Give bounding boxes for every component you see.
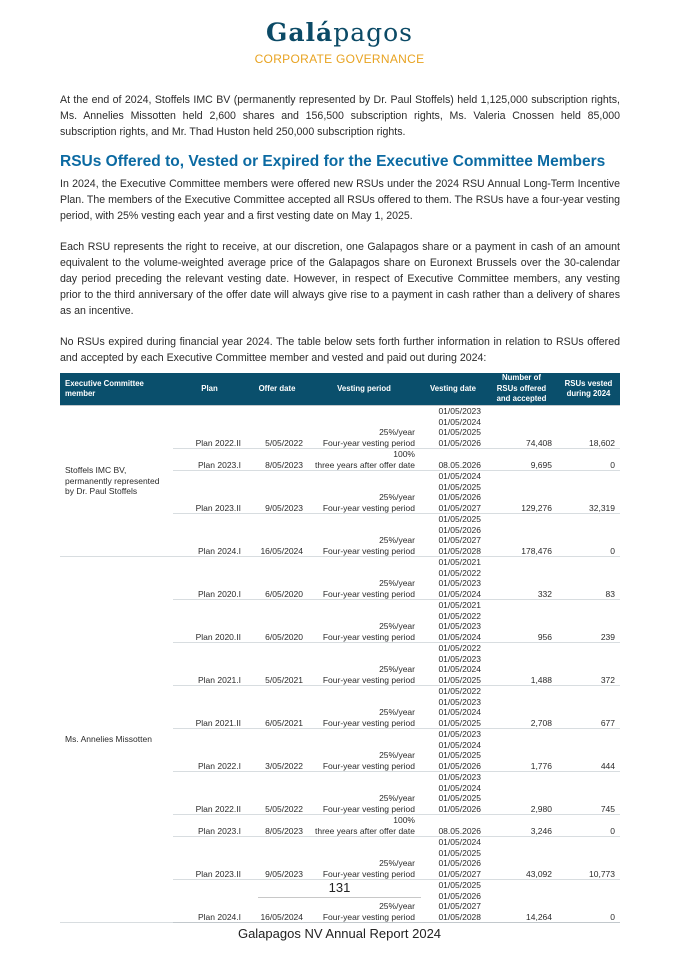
vesting-date-line: 01/05/2025: [438, 427, 481, 437]
vesting-date-line: 01/05/2028: [438, 545, 481, 556]
vesting-date-line: 01/05/2022: [438, 643, 481, 653]
offer-date-cell: 5/05/2022: [246, 406, 308, 449]
column-header: Executive Committee member: [60, 373, 173, 406]
page-number: 131: [328, 880, 351, 895]
vesting-period-line: 100%: [393, 449, 415, 459]
report-title: Galapagos NV Annual Report 2024: [237, 926, 442, 941]
vesting-date-line: 01/05/2022: [438, 686, 481, 696]
offer-date-cell: 16/05/2024: [246, 880, 308, 923]
rsu-number-cell: 178,476: [486, 514, 557, 557]
vesting-date-line: 01/05/2024: [438, 416, 481, 427]
plan-cell: Plan 2022.II: [173, 772, 246, 815]
rsu-vested-cell: 10,773: [557, 837, 620, 880]
vesting-date-cell: [420, 600, 486, 643]
rsu-vested-cell: 0: [557, 880, 620, 923]
vesting-date-cell: [420, 837, 486, 880]
vesting-date-cell: [420, 772, 486, 815]
vesting-date-line: 01/05/2023: [438, 772, 481, 782]
vesting-period-line: three years after offer date: [314, 825, 415, 836]
plan-cell: Plan 2023.I: [173, 449, 246, 471]
plan-cell: Plan 2022.II: [173, 406, 246, 449]
vesting-date-cell: [420, 557, 486, 600]
body-paragraph-1: In 2024, the Executive Committee members were offered new RSUs under the 2024 RSU Annual Long-Term Incentive Plan. The members of the Executive Committee accepted all RSUs offered to them. The RSUs have a four-year vesting period, with 25% vesting each year and a first vesting date on May 1, 2025.: [60, 178, 620, 222]
vesting-date-cell: [420, 815, 486, 837]
member-cell: Stoffels IMC BV, permanently represented by Dr. Paul Stoffels: [60, 406, 173, 557]
vesting-date-line: 01/05/2024: [438, 837, 481, 847]
plan-cell: Plan 2024.I: [173, 880, 246, 923]
plan-cell: Plan 2022.I: [173, 729, 246, 772]
offer-date-cell: 6/05/2021: [246, 686, 308, 729]
section-heading: RSUs Offered to, Vested or Expired for the Executive Committee Members: [60, 153, 606, 170]
vesting-period-cell: [308, 643, 420, 686]
column-header: Plan: [173, 373, 246, 406]
vesting-period-cell: [308, 471, 420, 514]
vesting-date-line: 01/05/2022: [438, 567, 481, 578]
offer-date-cell: 6/05/2020: [246, 600, 308, 643]
rsu-vested-cell: 32,319: [557, 471, 620, 514]
rsu-number-cell: 332: [486, 557, 557, 600]
vesting-date-line: 01/05/2026: [438, 890, 481, 901]
vesting-date-line: 01/05/2025: [438, 481, 481, 492]
rsu-number-cell: 3,246: [486, 815, 557, 837]
footer-divider: [258, 897, 421, 898]
vesting-period-cell: [308, 600, 420, 643]
rsu-vested-cell: 0: [557, 514, 620, 557]
vesting-date-cell: [420, 471, 486, 514]
offer-date-cell: 16/05/2024: [246, 514, 308, 557]
table-body: [60, 406, 620, 923]
column-header: Number of RSUs offered and accepted: [486, 373, 557, 406]
vesting-period-cell: [308, 514, 420, 557]
offer-date-cell: 8/05/2023: [246, 815, 308, 837]
vesting-period-line: 25%/year: [379, 427, 415, 437]
rsu-vested-cell: 745: [557, 772, 620, 815]
vesting-date-line: 01/05/2023: [438, 621, 481, 631]
vesting-date-line: 01/05/2024: [438, 782, 481, 793]
rsu-number-cell: 74,408: [486, 406, 557, 449]
rsu-number-cell: 956: [486, 600, 557, 643]
vesting-period-cell: [308, 449, 420, 471]
vesting-date-line: 01/05/2025: [438, 793, 481, 803]
column-header: RSUs vested during 2024: [557, 373, 620, 406]
vesting-period-line: Four-year vesting period: [322, 911, 415, 922]
vesting-date-line: 01/05/2021: [438, 557, 481, 567]
vesting-date-line: 01/05/2026: [438, 492, 481, 502]
vesting-period-line: 25%/year: [379, 664, 415, 674]
vesting-date-line: 01/05/2026: [438, 760, 481, 771]
vesting-period-line: Four-year vesting period: [322, 502, 415, 513]
vesting-period-line: 25%/year: [379, 535, 415, 545]
vesting-period-line: Four-year vesting period: [322, 631, 415, 642]
plan-cell: Plan 2020.I: [173, 557, 246, 600]
vesting-date-line: 01/05/2025: [438, 674, 481, 685]
vesting-date-cell: [420, 643, 486, 686]
offer-date-cell: 9/05/2023: [246, 471, 308, 514]
column-header: Vesting period: [308, 373, 420, 406]
member-cell: Ms. Annelies Missotten: [60, 557, 173, 923]
vesting-date-cell: [420, 406, 486, 449]
vesting-date-line: 01/05/2026: [438, 437, 481, 448]
vesting-date-line: 08.05.2026: [438, 459, 481, 470]
plan-cell: Plan 2021.I: [173, 643, 246, 686]
vesting-date-line: 01/05/2023: [438, 578, 481, 588]
table-row: [60, 406, 620, 449]
vesting-date-line: 01/05/2025: [438, 750, 481, 760]
intro-paragraph: At the end of 2024, Stoffels IMC BV (permanently represented by Dr. Paul Stoffels) held 1,125,000 subscription rights, Ms. Annelies Missotten held 2,600 shares and 156,500 subscription rights, Ms. Valeria Cnossen held 85,000 subscription rights, and Mr. Thad Huston held 250,000 subscription rights.: [60, 94, 620, 138]
vesting-date-line: 01/05/2023: [438, 653, 481, 664]
column-header: Vesting date: [420, 373, 486, 406]
vesting-period-line: 25%/year: [379, 578, 415, 588]
offer-date-cell: 6/05/2020: [246, 557, 308, 600]
vesting-period-cell: [308, 406, 420, 449]
vesting-date-line: 01/05/2024: [438, 471, 481, 481]
rsu-number-cell: 43,092: [486, 837, 557, 880]
vesting-period-cell: [308, 837, 420, 880]
plan-cell: Plan 2024.I: [173, 514, 246, 557]
vesting-period-cell: [308, 557, 420, 600]
vesting-period-line: three years after offer date: [314, 459, 415, 470]
plan-cell: Plan 2023.II: [173, 837, 246, 880]
vesting-date-line: 08.05.2026: [438, 825, 481, 836]
vesting-date-line: 01/05/2028: [438, 911, 481, 922]
galapagos-logo: [0, 18, 679, 48]
rsu-vested-cell: 677: [557, 686, 620, 729]
offer-date-cell: 5/05/2021: [246, 643, 308, 686]
vesting-date-line: 01/05/2024: [438, 588, 481, 599]
vesting-period-line: 25%/year: [379, 707, 415, 717]
rsu-number-cell: 2,708: [486, 686, 557, 729]
rsu-vested-cell: 0: [557, 815, 620, 837]
vesting-date-line: 01/05/2027: [438, 535, 481, 545]
vesting-period-line: 25%/year: [379, 858, 415, 868]
vesting-date-line: 01/05/2023: [438, 406, 481, 416]
plan-cell: Plan 2020.II: [173, 600, 246, 643]
table-row: [60, 557, 620, 600]
rsu-number-cell: 9,695: [486, 449, 557, 471]
section-label: CORPORATE GOVERNANCE: [254, 52, 425, 66]
offer-date-cell: 3/05/2022: [246, 729, 308, 772]
rsu-number-cell: 1,776: [486, 729, 557, 772]
vesting-date-line: 01/05/2025: [438, 880, 481, 890]
rsu-vested-cell: 372: [557, 643, 620, 686]
vesting-date-line: 01/05/2024: [438, 631, 481, 642]
vesting-date-line: 01/05/2025: [438, 514, 481, 524]
vesting-period-cell: [308, 772, 420, 815]
vesting-date-line: 01/05/2024: [438, 707, 481, 717]
vesting-date-line: 01/05/2027: [438, 868, 481, 879]
rsu-vested-cell: 444: [557, 729, 620, 772]
vesting-date-line: 01/05/2025: [438, 847, 481, 858]
plan-cell: Plan 2021.II: [173, 686, 246, 729]
vesting-date-line: 01/05/2024: [438, 739, 481, 750]
rsu-number-cell: 2,980: [486, 772, 557, 815]
column-header: Offer date: [246, 373, 308, 406]
plan-cell: Plan 2023.II: [173, 471, 246, 514]
rsu-number-cell: 1,488: [486, 643, 557, 686]
plan-cell: Plan 2023.I: [173, 815, 246, 837]
rsu-vested-cell: 0: [557, 449, 620, 471]
vesting-period-line: 25%/year: [379, 750, 415, 760]
vesting-period-line: Four-year vesting period: [322, 545, 415, 556]
vesting-date-line: 01/05/2021: [438, 600, 481, 610]
offer-date-cell: 5/05/2022: [246, 772, 308, 815]
logo-bold-text: Galá: [265, 18, 334, 47]
rsu-table: [60, 373, 620, 923]
vesting-period-cell: [308, 686, 420, 729]
vesting-date-line: 01/05/2023: [438, 729, 481, 739]
vesting-date-line: 01/05/2026: [438, 803, 481, 814]
offer-date-cell: 9/05/2023: [246, 837, 308, 880]
body-paragraph-2: Each RSU represents the right to receive, at our discretion, one Galapagos share or a payment in cash of an amount equivalent to the volume-weighted average price of the Galapagos share on Euronext Brussels over the 30-calendar day period preceding the relevant vesting date. However, in respect of Executive Committee members, any vesting prior to the third anniversary of the offer date will always give rise to a payment in cash rather than a delivery of shares as an incentive.: [60, 241, 620, 317]
main-content: [60, 92, 620, 923]
vesting-date-cell: [420, 729, 486, 772]
rsu-number-cell: 14,264: [486, 880, 557, 923]
vesting-date-line: 01/05/2023: [438, 696, 481, 707]
vesting-period-line: Four-year vesting period: [322, 760, 415, 771]
rsu-vested-cell: 83: [557, 557, 620, 600]
body-paragraph-3: No RSUs expired during financial year 2024. The table below sets forth further information in relation to RSUs offered and accepted by each Executive Committee member and vested and paid out during 2024:: [60, 336, 620, 364]
logo-rest-text: pagos: [333, 18, 414, 47]
vesting-date-cell: [420, 686, 486, 729]
vesting-date-line: 01/05/2026: [438, 524, 481, 535]
vesting-date-line: 01/05/2024: [438, 664, 481, 674]
offer-date-cell: 8/05/2023: [246, 449, 308, 471]
vesting-date-line: 01/05/2027: [438, 901, 481, 911]
rsu-number-cell: 129,276: [486, 471, 557, 514]
vesting-period-line: Four-year vesting period: [322, 868, 415, 879]
page-header: [0, 18, 679, 66]
vesting-period-line: Four-year vesting period: [322, 803, 415, 814]
vesting-period-line: Four-year vesting period: [322, 437, 415, 448]
vesting-period-line: Four-year vesting period: [322, 588, 415, 599]
vesting-date-line: 01/05/2026: [438, 858, 481, 868]
vesting-period-cell: [308, 729, 420, 772]
vesting-date-line: 01/05/2027: [438, 502, 481, 513]
vesting-date-line: 01/05/2022: [438, 610, 481, 621]
table-header-row: [60, 373, 620, 406]
vesting-period-line: 100%: [393, 815, 415, 825]
vesting-period-line: Four-year vesting period: [322, 674, 415, 685]
vesting-period-line: 25%/year: [379, 793, 415, 803]
vesting-date-cell: [420, 449, 486, 471]
vesting-period-line: 25%/year: [379, 621, 415, 631]
vesting-date-line: 01/05/2025: [438, 717, 481, 728]
rsu-vested-cell: 18,602: [557, 406, 620, 449]
vesting-period-line: Four-year vesting period: [322, 717, 415, 728]
rsu-vested-cell: 239: [557, 600, 620, 643]
vesting-date-cell: [420, 514, 486, 557]
vesting-period-line: 25%/year: [379, 492, 415, 502]
vesting-period-cell: [308, 815, 420, 837]
vesting-period-line: 25%/year: [379, 901, 415, 911]
